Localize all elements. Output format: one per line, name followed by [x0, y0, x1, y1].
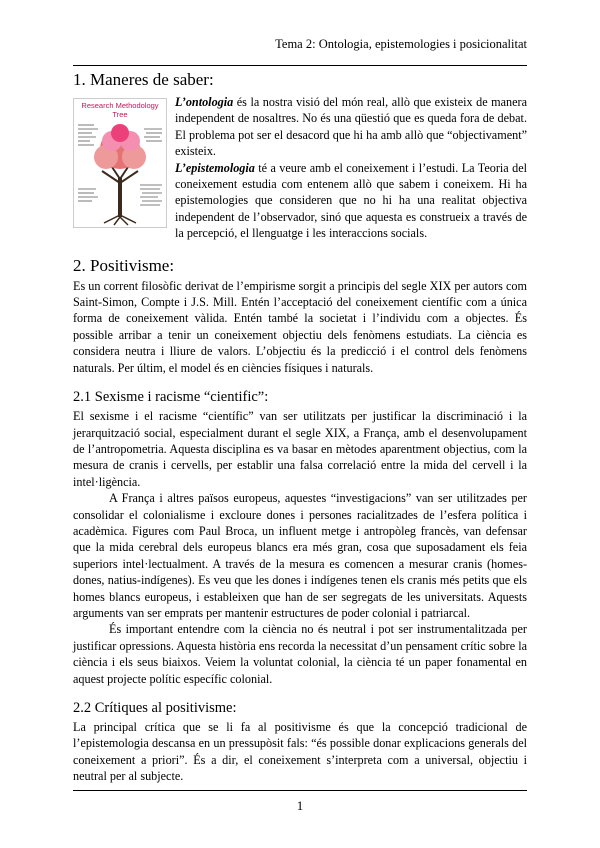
epistemology-term: L’epistemologia — [175, 160, 255, 175]
page-content — [73, 70, 527, 785]
ontology-paragraph: L’ontologia és la nostra visió del món real, allò que existeix de manera independent de nosaltres. No és una qüestió que es queda fora de debat. El problema pot ser el desacord que hi ha amb allò que “objectivament” existeix. — [175, 95, 527, 159]
section22-heading: 2.2 Crítiques al positivisme: — [73, 700, 237, 716]
sexism-racism-paragraph-1: El sexisme i el racisme “científic” van ser utilitzats per justificar la discriminació i la jerarquització social, especialment durant el segle XIX, a França, amb el desenvolupament de l’antropometria. Aquesta disciplina es va basar en mètodes aparentment objectius, com la mesura de cranis i cervells, per establir una falsa correlació entre la mida del cervell i la intel·ligència. — [73, 409, 527, 489]
header-rule — [73, 65, 527, 66]
figure-title: Research Methodology Tree — [81, 101, 159, 119]
section2-heading: 2. Positivisme: — [73, 255, 175, 275]
page-number: 1 — [296, 798, 304, 813]
critiques-paragraph: La principal crítica que se li fa al positivisme és que la concepció tradicional de l’epistemologia descansa en un pressupòsit fals: “és possible donar explicacions generals del coneixement a priori”. És a dir, el coneixement s’interpreta com a universal, objectiu i neutral per al subjecte. — [73, 720, 527, 784]
positivism-paragraph: Es un corrent filosòfic derivat de l’empirisme sorgit a principis del segle XIX per autors com Saint-Simon, Compte i J.S. Mill. Entén l’acceptació del coneixement científic com a única forma de coneixement vàlida. Entén també la societat i l’individu com a objectes. És possible arribar a tenir un coneixement objectiu dels fenòmens estudiats. La ciència es considera neutra i lliure de valors. L’objectiu és la predicció i el control dels fenòmens naturals. Per últim, el model és en ciències físiques i naturals. — [73, 278, 527, 375]
research-methodology-tree-figure — [73, 98, 167, 228]
running-header: Tema 2: Ontologia, epistemologies i posicionalitat — [275, 37, 527, 51]
section1-heading: 1. Maneres de saber: — [73, 70, 214, 89]
epistemology-paragraph: L’epistemologia té a veure amb el coneixement i l’estudi. La Teoria del coneixement estudia com entenem allò que sabem i coneixem. Hi ha epistemologies que consideren que no hi ha una realitat objectiva independent de l’observador, sinó que aquesta es construeix a través de la percepció, el llenguatge i les interaccions socials. — [175, 160, 527, 241]
section1-body — [73, 94, 527, 242]
footer-rule — [73, 790, 527, 791]
sexism-racism-paragraph-3: És important entendre com la ciència no és neutral i pot ser instrumentalitzada per justificar opressions. Aquesta història ens recorda la necessitat d’un pensament crític sobre la ciència i els seus biaixos. Veiem la voluntat colonial, la ciència té un paper fonamental en aquest projecte polític específic colonial. — [73, 622, 527, 686]
section21-heading: 2.1 Sexisme i racisme “cientific”: — [73, 389, 269, 406]
sexism-racism-paragraph-2: A França i altres països europeus, aquestes “investigacions” van ser utilitzades per consolidar el colonialisme i excloure dones i persones racialitzades de l’esfera política i acadèmica. Figures com Paul Broca, un influent metge i antropòleg francès, van defensar que la mida cerebral dels europeus blancs era més gran, cosa que suposadament els feia superiors intel·lectualment. A través de la mesura es comencen a mesurar cranis (homes-dones, natius-indígenes). Es veu que les dones i indígenes tenen els cranis més petits que els homes blancs europeus, i estableixen que han de ser segregats de les universitats. Aquests arguments van ser emprats per mantenir estructures de poder colonial i patriarcal. — [73, 491, 527, 620]
ontology-term: L’ontologia — [175, 95, 234, 109]
